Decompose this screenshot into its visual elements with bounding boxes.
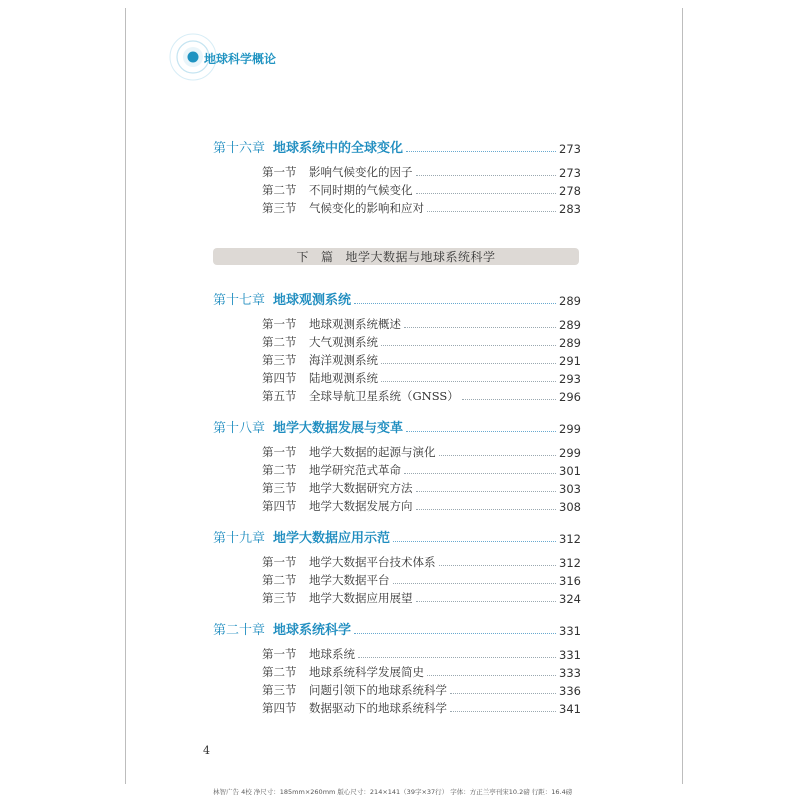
- section-page: 293: [559, 372, 581, 386]
- book-title: 地球科学概论: [204, 52, 277, 66]
- section-title: 全球导航卫星系统（GNSS）: [309, 389, 459, 403]
- toc-section[interactable]: [213, 480, 581, 496]
- chapter-number: 第十六章: [213, 141, 266, 156]
- chapter-title: 地球系统中的全球变化: [273, 141, 404, 156]
- section-title: 地学大数据平台: [309, 573, 390, 587]
- toc-chapter-20[interactable]: [213, 620, 581, 638]
- toc-section[interactable]: [213, 182, 581, 198]
- section-title: 气候变化的影响和应对: [309, 201, 424, 215]
- chapter-number: 第十八章: [213, 421, 266, 436]
- toc-section[interactable]: [213, 444, 581, 460]
- section-number: 第二节: [262, 463, 297, 477]
- section-page: 308: [559, 500, 581, 514]
- dot-leader: [381, 381, 556, 382]
- chapter-page: 331: [559, 624, 581, 638]
- dot-leader: [439, 565, 557, 566]
- chapter-title: 地球系统科学: [273, 623, 352, 638]
- toc-section[interactable]: [213, 554, 581, 570]
- section-page: 291: [559, 354, 581, 368]
- section-title: 陆地观测系统: [309, 371, 378, 385]
- toc-chapter-18[interactable]: [213, 418, 581, 436]
- dot-leader: [393, 541, 556, 542]
- section-number: 第四节: [262, 701, 297, 715]
- chapter-number: 第十九章: [213, 531, 266, 546]
- section-number: 第三节: [262, 481, 297, 495]
- dot-leader: [439, 455, 557, 456]
- dot-leader: [462, 399, 556, 400]
- section-title: 地学大数据的起源与演化: [309, 445, 436, 459]
- dot-leader: [358, 657, 556, 658]
- dot-leader: [416, 491, 557, 492]
- part-divider-bar: [213, 248, 579, 265]
- toc-section[interactable]: [213, 700, 581, 716]
- chapter-title: 地球观测系统: [273, 293, 352, 308]
- part-label-a: 下: [296, 250, 309, 264]
- chapter-title: 地学大数据应用示范: [273, 531, 391, 546]
- toc-section[interactable]: [213, 352, 581, 368]
- section-page: 331: [559, 648, 581, 662]
- dot-leader: [406, 431, 556, 432]
- toc-section[interactable]: [213, 462, 581, 478]
- section-number: 第一节: [262, 317, 297, 331]
- section-number: 第一节: [262, 165, 297, 179]
- section-number: 第一节: [262, 445, 297, 459]
- section-title: 地学大数据应用展望: [309, 591, 413, 605]
- toc-section[interactable]: [213, 388, 581, 404]
- section-title: 影响气候变化的因子: [309, 165, 413, 179]
- section-title: 问题引领下的地球系统科学: [309, 683, 447, 697]
- dot-leader: [427, 211, 556, 212]
- dot-leader: [416, 601, 557, 602]
- section-number: 第三节: [262, 201, 297, 215]
- section-number: 第一节: [262, 555, 297, 569]
- section-page: 333: [559, 666, 581, 680]
- toc-section[interactable]: [213, 498, 581, 514]
- section-title: 地学大数据发展方向: [309, 499, 413, 513]
- section-title: 地学大数据平台技术体系: [309, 555, 436, 569]
- toc-chapter-16[interactable]: [213, 138, 581, 156]
- section-page: 303: [559, 482, 581, 496]
- section-number: 第三节: [262, 591, 297, 605]
- chapter-page: 289: [559, 294, 581, 308]
- dot-leader: [427, 675, 556, 676]
- toc-section[interactable]: [213, 200, 581, 216]
- toc-section[interactable]: [213, 572, 581, 588]
- section-page: 289: [559, 318, 581, 332]
- dot-leader: [404, 473, 556, 474]
- section-number: 第二节: [262, 665, 297, 679]
- chapter-number: 第二十章: [213, 623, 266, 638]
- section-number: 第四节: [262, 371, 297, 385]
- dot-leader: [406, 151, 556, 152]
- section-title: 地球观测系统概述: [309, 317, 401, 331]
- dot-leader: [450, 711, 556, 712]
- chapter-number: 第十七章: [213, 293, 266, 308]
- section-page: 316: [559, 574, 581, 588]
- toc-section[interactable]: [213, 590, 581, 606]
- dot-leader: [381, 345, 556, 346]
- dot-leader: [393, 583, 557, 584]
- section-title: 不同时期的气候变化: [309, 183, 413, 197]
- chapter-title: 地学大数据发展与变革: [273, 421, 404, 436]
- toc-section[interactable]: [213, 682, 581, 698]
- section-page: 273: [559, 166, 581, 180]
- dot-leader: [416, 175, 557, 176]
- section-title: 地球系统: [309, 647, 355, 661]
- section-title: 地学研究范式革命: [309, 463, 401, 477]
- part-label-b: 篇: [320, 250, 334, 264]
- section-page: 278: [559, 184, 581, 198]
- toc-section[interactable]: [213, 164, 581, 180]
- section-number: 第三节: [262, 353, 297, 367]
- dot-leader: [416, 193, 557, 194]
- section-title: 数据驱动下的地球系统科学: [309, 701, 447, 715]
- section-page: 336: [559, 684, 581, 698]
- section-title: 地学大数据研究方法: [309, 481, 413, 495]
- chapter-page: 273: [559, 142, 581, 156]
- section-number: 第三节: [262, 683, 297, 697]
- dot-leader: [404, 327, 556, 328]
- dot-leader: [354, 303, 556, 304]
- section-title: 海洋观测系统: [309, 353, 378, 367]
- page-number: 4: [203, 744, 210, 757]
- toc-section[interactable]: [213, 316, 581, 332]
- section-number: 第二节: [262, 335, 297, 349]
- section-page: 324: [559, 592, 581, 606]
- section-number: 第五节: [262, 389, 297, 403]
- section-number: 第二节: [262, 183, 297, 197]
- dot-leader: [381, 363, 556, 364]
- dot-leader: [450, 693, 556, 694]
- print-specs: 林智广告 4校 净尺寸：185mm×260mm 版心尺寸：214×141（39字×37行） 字体：方正兰亭刊宋10.2磅 行距：16.4磅: [213, 788, 573, 796]
- section-title: 大气观测系统: [309, 335, 378, 349]
- section-page: 312: [559, 556, 581, 570]
- toc-chapter-17[interactable]: [213, 290, 581, 308]
- section-number: 第一节: [262, 647, 297, 661]
- toc-section[interactable]: [213, 646, 581, 662]
- dot-leader: [354, 633, 556, 634]
- toc-section[interactable]: [213, 334, 581, 350]
- section-page: 283: [559, 202, 581, 216]
- toc-section[interactable]: [213, 370, 581, 386]
- chapter-page: 299: [559, 422, 581, 436]
- toc-chapter-19[interactable]: [213, 528, 581, 546]
- section-page: 301: [559, 464, 581, 478]
- toc-section[interactable]: [213, 664, 581, 680]
- dot-leader: [416, 509, 557, 510]
- chapter-page: 312: [559, 532, 581, 546]
- section-page: 341: [559, 702, 581, 716]
- part-title: 地学大数据与地球系统科学: [345, 250, 496, 264]
- section-title: 地球系统科学发展简史: [309, 665, 424, 679]
- section-number: 第四节: [262, 499, 297, 513]
- section-number: 第二节: [262, 573, 297, 587]
- section-page: 296: [559, 390, 581, 404]
- section-page: 299: [559, 446, 581, 460]
- section-page: 289: [559, 336, 581, 350]
